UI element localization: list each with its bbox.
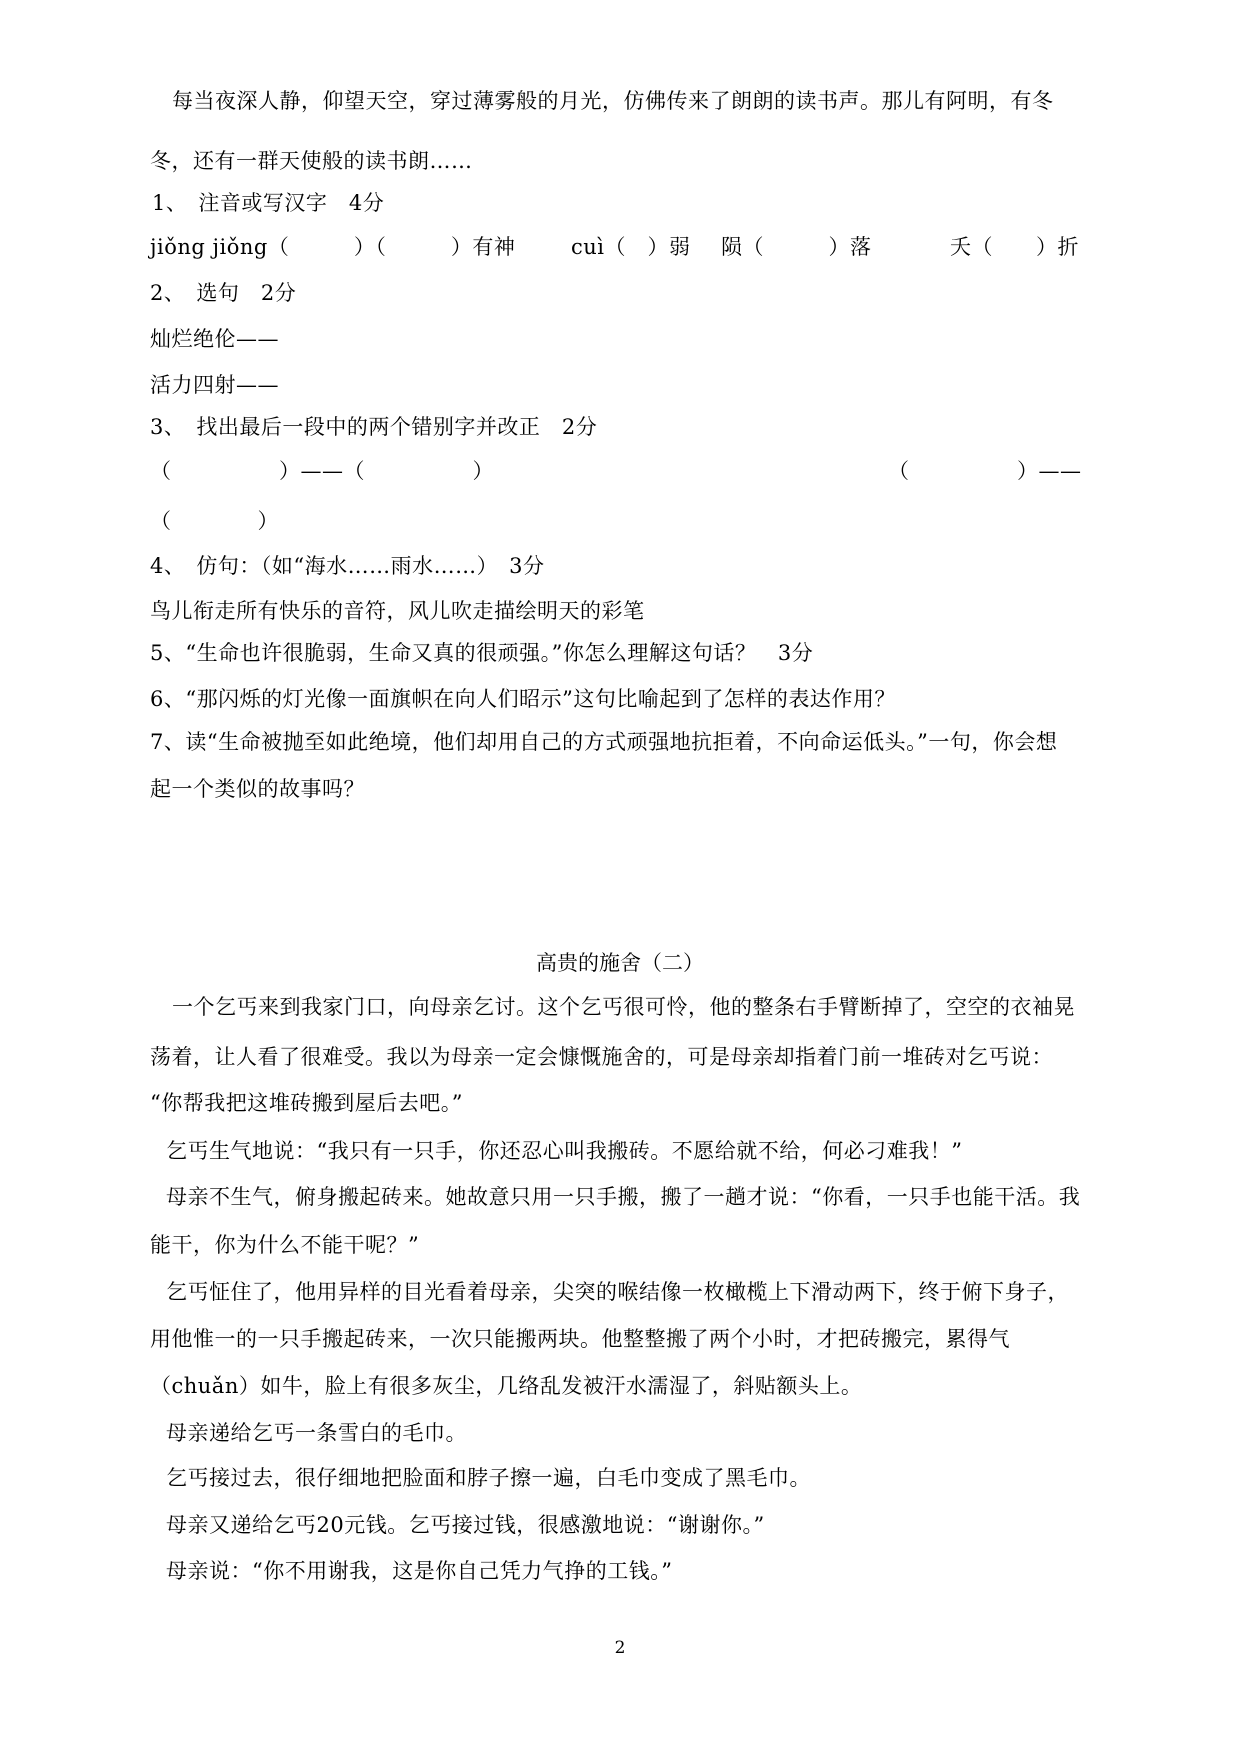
passage2-line: 荡着，让人看了很难受。我以为母亲一定会慷慨施舍的，可是母亲却指着门前一堆砖对乞丐说： xyxy=(150,1045,1053,1069)
q1-blank-yao: 夭（ ）折 xyxy=(950,235,1079,259)
question-4-title: 4、 仿句：（如“海水……雨水……） 3分 xyxy=(150,554,545,578)
passage2-line: 母亲不生气，俯身搬起砖来。她故意只用一只手搬，搬了一趟才说：“你看，一只手也能干活。我 xyxy=(166,1185,1081,1209)
passage2-line: 母亲递给乞丐一条雪白的毛巾。 xyxy=(166,1421,467,1445)
passage2-title: 高贵的施舍（二） xyxy=(536,951,704,975)
q1-blank-yun: 陨（ ）落 xyxy=(721,235,872,259)
question-4-text: 鸟儿衔走所有快乐的音符，风儿吹走描绘明天的彩笔 xyxy=(150,599,645,623)
question-1-blanks xyxy=(150,232,1090,262)
passage2-line: “你帮我把这堆砖搬到屋后去吧。” xyxy=(150,1091,463,1115)
q1-blank-cui: cuì（ ）弱 xyxy=(571,235,691,259)
question-3-blank-wrap: （ ） xyxy=(150,509,279,533)
passage2-line: 用他惟一的一只手搬起砖来，一次只能搬两块。他整整搬了两个小时，才把砖搬完，累得气 xyxy=(150,1327,1010,1351)
question-2-item1: 灿烂绝伦—— xyxy=(150,327,279,351)
passage2-line: 一个乞丐来到我家门口，向母亲乞讨。这个乞丐很可怜，他的整条右手臂断掉了，空空的衣袖晃 xyxy=(172,995,1075,1019)
question-7-line1: 7、读“生命被抛至如此绝境，他们却用自己的方式顽强地抗拒着，不向命运低头。”一句，你会想 xyxy=(150,730,1058,754)
page-number: 2 xyxy=(614,1638,626,1658)
passage2-line: 乞丐生气地说：“我只有一只手，你还忍心叫我搬砖。不愿给就不给，何必刁难我！” xyxy=(166,1139,963,1163)
passage2-line: 能干，你为什么不能干呢？” xyxy=(150,1233,420,1257)
question-1-title: 1、 注音或写汉字 4分 xyxy=(152,191,385,215)
question-2-item2: 活力四射—— xyxy=(150,373,279,397)
passage1-line2: 冬，还有一群天使般的读书朗…… xyxy=(150,149,473,173)
question-2-title: 2、 选句 2分 xyxy=(150,281,297,305)
passage1-line1: 每当夜深人静，仰望天空，穿过薄雾般的月光，仿佛传来了朗朗的读书声。那儿有阿明，有冬 xyxy=(172,89,1054,113)
passage2-line: 母亲又递给乞丐20元钱。乞丐接过钱，很感激地说：“谢谢你。” xyxy=(166,1513,765,1537)
question-6-text: 6、“那闪烁的灯光像一面旗帜在向人们昭示”这句比喻起到了怎样的表达作用？ xyxy=(150,687,896,711)
question-3-blank-right: （ ）—— xyxy=(888,459,1082,483)
passage2-line: （chuǎn）如牛，脸上有很多灰尘，几络乱发被汗水濡湿了，斜贴额头上。 xyxy=(150,1374,863,1398)
question-7-line2: 起一个类似的故事吗？ xyxy=(150,777,365,801)
question-3-title: 3、 找出最后一段中的两个错别字并改正 2分 xyxy=(150,415,598,439)
passage2-line: 乞丐接过去，很仔细地把脸面和脖子擦一遍，白毛巾变成了黑毛巾。 xyxy=(166,1466,811,1490)
question-5-text: 5、“生命也许很脆弱，生命又真的很顽强。”你怎么理解这句话？ 3分 xyxy=(150,641,814,665)
q1-blank-jiongjiong: jiǒng jiǒng（ ）（ ）有神 xyxy=(150,235,516,259)
passage2-line: 乞丐怔住了，他用异样的目光看着母亲，尖突的喉结像一枚橄榄上下滑动两下，终于俯下身子， xyxy=(166,1280,1069,1304)
passage2-line: 母亲说：“你不用谢我，这是你自己凭力气挣的工钱。” xyxy=(166,1559,673,1583)
question-3-blank-left: （ ）——（ ） xyxy=(150,459,494,483)
